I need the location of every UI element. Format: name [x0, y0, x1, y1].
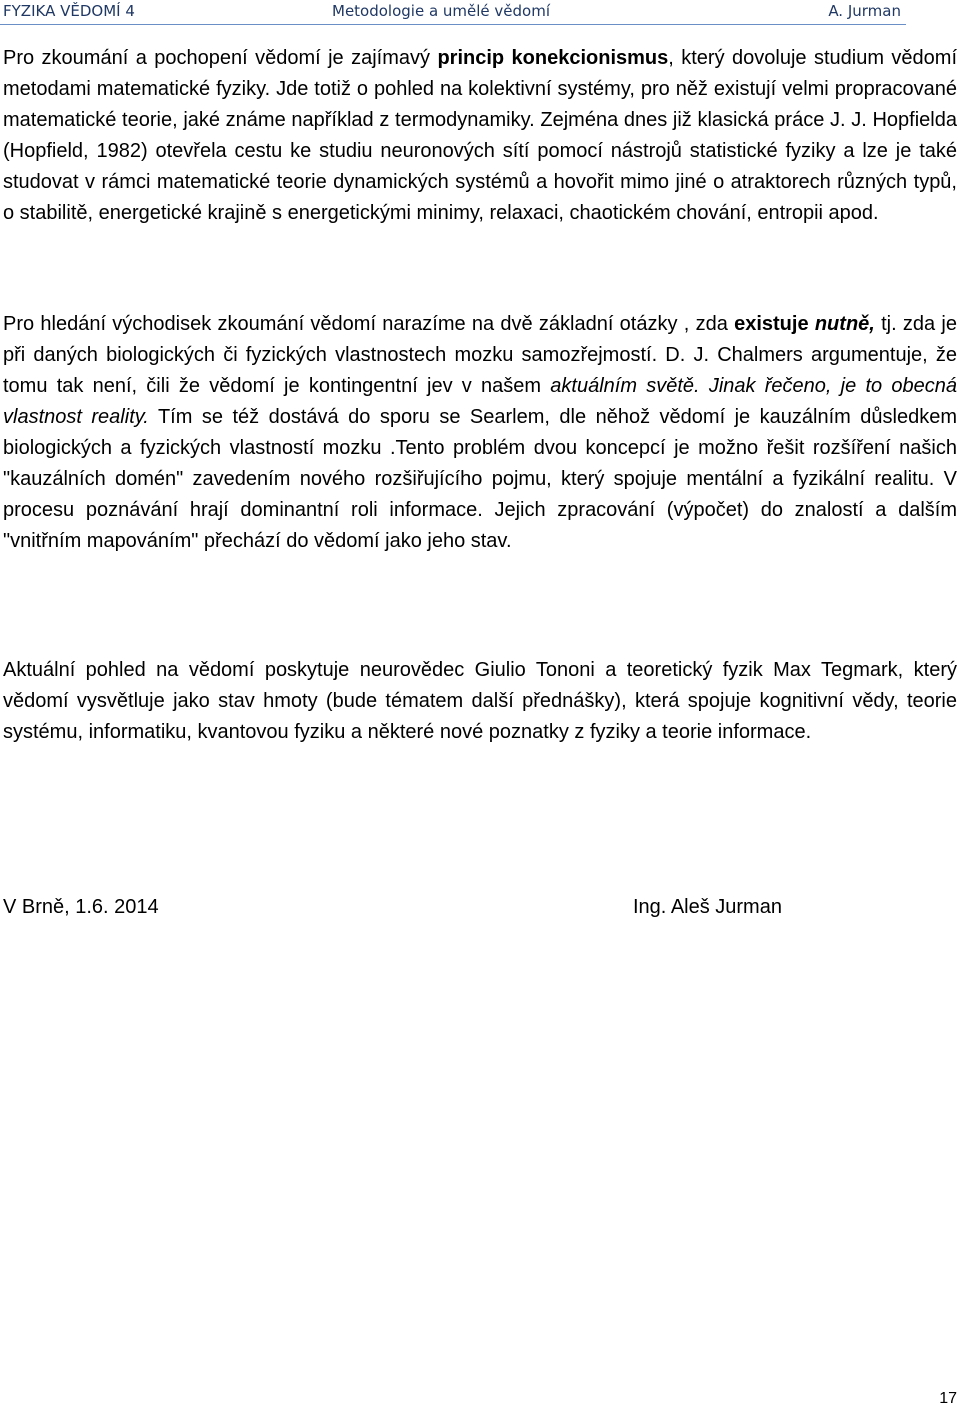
paragraph-text: Aktuální pohled na vědomí poskytuje neurovědec Giulio Tononi a teoretický fyzik Max Tegmark, který vědomí vysvětluje jako stav hmoty (bude tématem další přednášky), která spojuje kognitivní vědy, teorie systému, informatiku, kvantovou fyziku a některé nové poznatky z fyziky a teorie informace.: [3, 659, 957, 743]
paragraph-text: tj. zda je při daných biologických či fyzických vlastnostech mozku samozřejmostí. D. J. Chalmers argumentuje, že tomu tak není, čili že vědomí je kontingentní jev v našem: [3, 313, 958, 397]
bold-term: princip konekcionismus: [437, 47, 669, 69]
page-number: 17: [939, 1390, 957, 1407]
page-header: [0, 0, 904, 25]
italic-phrase: aktuálním světě. Jinak řečeno, je to obecná vlastnost reality.: [3, 375, 957, 428]
paragraph-text: Pro hledání východisek zkoumání vědomí narazíme na dvě základní otázky , zda: [3, 313, 735, 335]
signature-name: Ing. Aleš Jurman: [633, 896, 782, 918]
paragraph-konekcionismus: [3, 43, 957, 229]
paragraph-text: , který dovoluje studium vědomí metodami matematické fyziky. Jde totiž o pohled na kolektivní systémy, pro něž existují velmi propracované matematické teorie, jaké známe například z termodynamiky. Zejména dnes již klasická práce J. J. Hopfielda (Hopfield, 1982) otevřela cestu ke studiu neuronových sítí pomocí nástrojů statistické fyziky a lze je také studovat v rámci matematické teorie dynamických systémů a hovořit mimo jiné o atraktorech různých typů, o stabilitě, energetické krajině s energetickými minimy, relaxaci, chaotickém chování, entropii apod.: [3, 47, 957, 224]
paragraph-text: Pro zkoumání a pochopení vědomí je zajímavý: [3, 47, 438, 69]
place-date: V Brně, 1.6. 2014: [3, 896, 159, 918]
header-divider: [0, 24, 906, 25]
header-chapter-title: Metodologie a umělé vědomí: [332, 2, 551, 20]
bold-italic-term: nutně,: [814, 313, 875, 335]
header-course-title: FYZIKA VĚDOMÍ 4: [3, 2, 135, 20]
paragraph-tononi-tegmark: [3, 655, 957, 748]
paragraph-text: Tím se též dostává do sporu se Searlem, dle něhož vědomí je kauzálním důsledkem biologických a fyzických vlastností mozku .Tento problém dvou koncepcí je možno řešit rozšíření našich "kauzálních domén" zavedením nového rozšiřujícího pojmu, který spojuje mentální a fyzikální realitu. V procesu poznávání hrají dominantní roli informace. Jejich zpracování (výpočet) do znalostí a dalším "vnitřním mapováním" přechází do vědomí jako jeho stav.: [3, 406, 957, 552]
bold-term: existuje: [734, 313, 809, 335]
header-author: A. Jurman: [828, 2, 901, 20]
paragraph-chalmers: [3, 309, 957, 557]
